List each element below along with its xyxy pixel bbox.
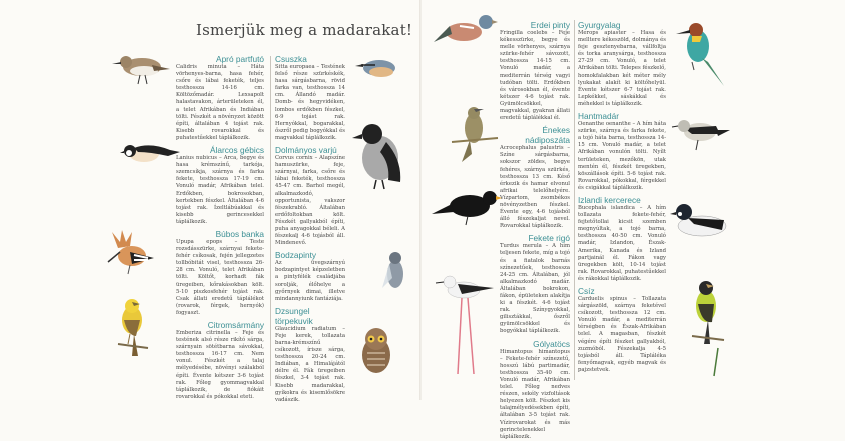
species-heading: Csíz xyxy=(578,286,595,296)
species-description: Merops apiaster – Hasa és melltere kékeszöld, dolmánya és feje gesztenyebarna, vállfoltja és torka aranysárga, testhossza 27-29 cm. Vonuló, a telet Afrikában tölti. Telepes fészkelő, homokfalakban két méter mély lyukakat alakít ki költőhelyül. Évente kétszer 6-7 tojást rak. Lepkékkel, sáskákkal és méhekkel is táplálkozik. xyxy=(578,30,666,107)
species-description: Upupa epops – Teste rozsdásszürke, szárnyai fekete-fehér csíkosak, fején jellegzetes tollbóbitát visel, testhossza 26-28 cm. Vonuló, telet Afrikában tölti. Költőt, korhadt fák üregeiben, kőrakásokban költ. 5-10 piszkosfehér tojást rak. Csak állati eredetű táplálékot (rovarok, férgek, hernyók) fogyaszt. xyxy=(176,238,264,316)
species-heading: Gólyatöcs xyxy=(533,338,570,349)
marsh-warbler-illustration xyxy=(452,104,498,164)
chaffinch-illustration xyxy=(432,10,498,54)
wheatear-illustration xyxy=(672,112,732,152)
species-column-2 xyxy=(275,51,345,404)
species-heading: Dzsungel törpekuvik xyxy=(275,305,313,326)
species-description: Corvus cornix – Alapszíne hamuszürke, feje, szárnyai, farka, csőre és lábai feketék, testhossza 45-47 cm. Barhol megél, alkalmazkodó, opportunista, vakszor fészekrabló. Általában erdőfoltokban költ. Fészkét gallyakból építi, puha anyagokkal béleli. A fészekalj 4-6 tojásból áll. Mindenevő. xyxy=(275,155,345,247)
species-description: Az üvegszárnyú bodzapintyet képzeletben a pintyfélék családjába sorolják, élőhelye a győrnyek dimai, illetve mindannyiunk fantáziája. xyxy=(275,260,345,302)
species-column-1 xyxy=(176,51,264,401)
species-description: Carduelis spinus – Tollazata sárgászöld, szárnya feketével csíkozott, testhossza 12 cm. Vonuló madár, a mediterrán térségben és Észak-Afrikában telel. A magasban, fészkét végére építi fészket gallyakból, zuzmóból. Fészekalja 4-5 tojásból áll. Táplálékа fenyőmagvak, egyéb magvak és pajzstetvek. xyxy=(578,296,666,373)
page-title: Ismerjük meg a madarakat! xyxy=(196,21,413,39)
species-heading: Álarcos gébics xyxy=(210,145,264,156)
left-page xyxy=(0,0,420,403)
species-heading: Búbos banka xyxy=(215,228,264,239)
species-description: Fringilla coelebs – Feje kékesszürke, begye és melle vörhenyes, szárnya szürke-fehér sávozott, testhossza 14-15 cm. Vonuló madár, a mediterrán térség vagyi tudóban tölti. Erdőkben és városokban él, évente kétszer 4-6 tojást rak. Gyümölcsökkel, magvakkal, gyakran állati eredetű táplálékkal él. xyxy=(500,30,570,122)
column-divider xyxy=(270,56,271,386)
nuthatch-illustration xyxy=(355,52,403,82)
species-heading: Csuszka xyxy=(275,54,307,64)
species-description: Bucephala islandica – A hím tollazata fekete-fehér, fejtetőtollai kicsit szemben megnyúltak, a tojó barna, testhossza 40-50 cm. Vonuló madár, Izlandon, Észak-Amerika, Kanada és Izland partjainál él. Fákon vagy üregekben költ, 10-14 tojást rak. Rovarokkal, puhatestűekkel és rákokkal táplálkozik. xyxy=(578,204,666,282)
species-description: Oenanthe oenanthe – A hím háta szürke, szárnya és farka fekete, a tojó háta barna, testhossza 14-15 cm. Vonuló madár, a telet Afrikában vonulón tölti. Nyílt területeken, mezőkön, utak mentén él, fészkét üregekben, köszállások építi. 5-6 tojást rak. Rovarokkal, pókokkal, férgekkel és csigákkal táplálkozik. xyxy=(578,121,666,191)
species-heading: Gyurgyalag xyxy=(578,20,621,30)
species-column-3 xyxy=(500,17,570,441)
species-description: Himantopus himantopus – Fekete-fehér színezetű, hosszú lábú partimadár, testhossza 35-40 cm. Vonuló madár, Afrikában telel. Főleg nedves részen, sekély vizfoltások helyezen költ. Fészket kis talajmélyedésekben építi, általában 3-5 tojást rak. Vízirovarokat és más gerinctelenekkel táplálkozik. xyxy=(500,348,570,440)
species-heading: Citromsármány xyxy=(207,320,264,330)
imaginary-finch-illustration xyxy=(380,248,410,298)
jungle-owlet-illustration xyxy=(355,325,397,375)
species-description: Lanius nubicus – Arca, begye és hasa krémszínű, tarkója, szemcsíkja, szárnya és farka fekete, testhossza 17-19 cm. Vonuló madár, Afrikában telel. Erdőkben, bokrosokban, kertekben fészkel. Általában 4-6 tojást rak. Ízeltlábúakkal és kisebb gerincesekkel táplálkozik. xyxy=(176,155,264,225)
species-heading: Énekes nádiposzáta xyxy=(525,125,570,146)
species-heading: Fekete rigó xyxy=(528,233,570,244)
species-description: Sitta europaea – Testének felső része szürkéskék, hasa sárgásbarna, rövid farka van, testhossza 14 cm. Állandó madár. Domb- és hegyvidéken, lombos erdőkben fészkel, 6-9 tojást rak. Hernyókkal, bogarakkal, őszről pedig bogyókkal és magvakkal táplálkozik. xyxy=(275,64,345,141)
bee-eater-illustration xyxy=(674,18,728,88)
yellowhammer-illustration xyxy=(110,296,154,370)
species-description: Turdus merula – A hím teljesen fekete, míg a tojó és a fiatalok barnás színezetűek, testhossza 24-25 cm. Általában, jól alkalmazkodó madár. Általában bokrokon, fákon, épületeken alakítja ki a fészkét. 4-6 tojást rak. Színygyokkal, gilisztákkal, őszről gyümölcsökkel és bogyókkal táplálkozik. xyxy=(500,243,570,335)
species-heading: Hantmadár xyxy=(578,111,620,122)
hooded-crow-illustration xyxy=(350,120,412,190)
black-winged-stilt-illustration xyxy=(436,266,498,376)
species-description: Calidris minuta – Háta vörhenyes-barna, hasa fehér, csőre és lábai feketék, teljes testhossza 14-16 cm. Költözőmadár. Lexsapolt halastavakon, árterületeken él, a telet Afrikában és Indiában tölti. Fészkét a növényzet között építi, általában 4 tojást rak. Kisebb rovarokkal és puhatestűekkel táplálkozik. xyxy=(176,64,264,141)
species-heading: Izlandi kercerece xyxy=(578,194,641,205)
species-description: Glaucidium radiatum – Feje kerek, tollazata barna-krémszínű csíkozott, íriszе sárga, testhossza 20-24 cm. Indiában, a Himalájától délre él. Fák üregeiben fészkel, 3-4 tojást rak. Kisebb madarakkal, gyíkokra és kisemlősökre vadászik. xyxy=(275,325,345,403)
species-heading: Dolmányos varjú xyxy=(275,145,337,156)
siskin-illustration xyxy=(684,278,728,378)
species-description: Emberiza citrinella – Feje és testének alsó része rikító sárga, szárnyain sötétbarna sávokkal, testhossza 16-17 cm. Nem vonul. Fészkét a talaj mélyedésébe, növényi szálakból építi. Évente kétszer 3-6 tojást rak. Főleg gyommagvakkal táplálkozik, de fiókáit rovarokkal és pókokkal eteti. xyxy=(176,330,264,400)
column-divider xyxy=(574,20,575,380)
species-heading: Erdei pinty xyxy=(530,20,570,30)
masked-shrike-illustration xyxy=(120,140,182,168)
blackbird-illustration xyxy=(432,186,502,226)
species-description: Acrocephalus palustris – Színe sárgásbarna, sokszor zöldes, begye fehéres, szárnya szürkés, testhossza 13 cm. Késő érkezik és hamar elvonul afrikai telelőhelyére. Vízpartom, zsombékos növényzetben fészkel. Évente egy, 4-6 tojásból álló fészekaljat nevel. Rovarokkal táplálkozik. xyxy=(500,145,570,230)
species-heading: Bodzapinty xyxy=(275,250,317,261)
little-stint-illustration xyxy=(112,47,172,85)
species-heading: Apró partfutó xyxy=(216,54,264,64)
species-column-4 xyxy=(578,17,666,374)
right-page xyxy=(422,0,845,440)
hoopoe-illustration xyxy=(108,228,158,276)
barrows-goldeneye-illustration xyxy=(670,200,734,240)
